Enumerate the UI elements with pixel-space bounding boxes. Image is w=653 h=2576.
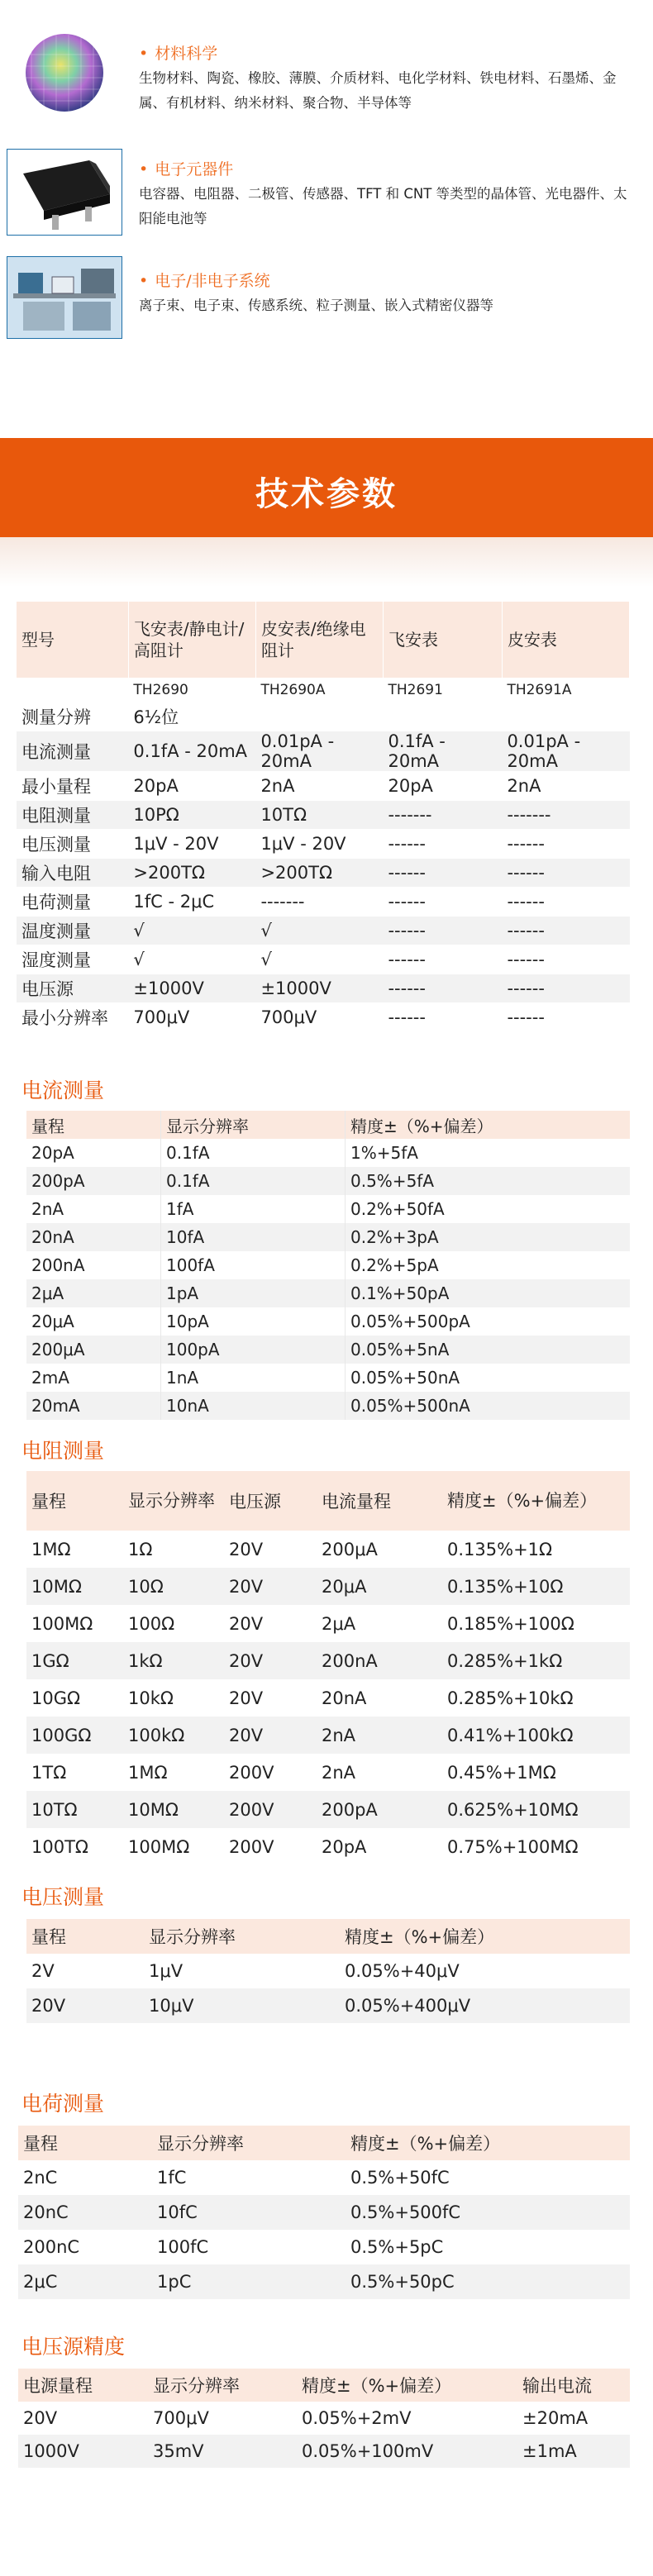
spec-header-cell: 皮安表 [502,602,629,679]
table-cell: 10PΩ [128,801,255,830]
application-title-text: 电子/非电子系统 [155,272,270,290]
table-cell: √ [255,945,383,974]
table-row [26,1307,630,1336]
table-row [18,2160,630,2195]
table-row [26,1642,630,1679]
current-table [26,1111,630,1420]
table-cell: ------- [383,801,502,830]
table-cell: 20V [229,1688,264,1708]
table-cell: 测量分辨 [17,702,128,731]
table-row [26,1195,630,1223]
table-row [26,1717,630,1754]
table-cell: 湿度测量 [17,945,128,974]
table-cell: 0.1fA [161,1167,346,1195]
table-cell: 1kΩ [123,1642,224,1679]
table-cell: 100MΩ [31,1613,93,1634]
table-cell: 100GΩ [26,1717,123,1754]
table-header-cell: 精度±（%+偏差） [297,2369,517,2402]
table-cell: ±1000V [255,974,383,1003]
section-banner [0,438,653,537]
table-cell: √ [128,945,255,974]
table-header-row [26,1919,630,1954]
table-cell: 2mA [26,1364,161,1392]
table-row [18,2195,630,2230]
table-cell: 20V [224,1717,317,1754]
table-row [17,888,630,917]
application-title [139,269,270,291]
table-cell: 0.135%+10Ω [442,1568,630,1605]
table-cell: 1fC [157,2168,187,2188]
table-header-cell: 电流量程 [317,1471,442,1531]
table-cell: 温度测量 [17,917,128,945]
table-cell: ------ [383,917,502,945]
table-cell: 电荷测量 [17,888,128,917]
application-desc: 离子束、电子束、传感系统、粒子测量、嵌入式精密仪器等 [139,298,493,313]
table-header-cell: 量程 [26,1111,161,1139]
table-row [17,917,630,945]
table-row [26,1568,630,1605]
table-cell: 0.285%+10kΩ [447,1688,574,1708]
spec-header-cell: 飞安表 [383,602,502,679]
table-cell: 0.01pA - 20mA [255,731,383,772]
table-cell: 20nC [18,2195,152,2230]
table-cell: >200TΩ [255,859,383,888]
application-title [139,157,233,179]
table-cell: 0.2%+50fA [350,1199,445,1219]
table-cell: 20V [229,1613,264,1634]
table-cell: 100fC [157,2237,209,2257]
table-row [26,1828,630,1865]
table-cell: 1000V [18,2435,148,2468]
spec-body [17,702,630,1032]
application-materials [0,0,653,140]
table-cell: 0.05%+50nA [350,1368,460,1388]
table-cell: 2nA [502,772,629,801]
table-cell: ------ [502,859,629,888]
table-cell: 0.45%+1MΩ [447,1762,556,1783]
table-cell: 1GΩ [26,1642,123,1679]
table-cell: 2μA [322,1613,356,1634]
spec-header-cell: 型号 [17,602,128,679]
table-row [17,974,630,1003]
table-cell: 10Ω [123,1568,224,1605]
table-row [26,1364,630,1392]
table-row [26,1531,630,1568]
section-title: 电压源精度 [21,2335,126,2359]
section-title: 电荷测量 [21,2092,105,2116]
table-row [17,702,630,731]
table-cell: 1MΩ [31,1539,71,1559]
table-cell: 输入电阻 [17,859,128,888]
application-desc: 电容器、电阻器、二极管、传感器、TFT 和 CNT 等类型的晶体管、光电器件、太阳能电池等 [139,186,627,226]
table-row [26,1605,630,1642]
bullet: • [139,272,149,290]
table-cell: ------ [383,945,502,974]
table-row [26,1279,630,1307]
table-cell: 6½位 [128,702,629,731]
table-header-cell: 量程 [26,1471,123,1531]
table-cell: 100TΩ [31,1836,88,1857]
table-cell: 20nA [322,1688,367,1708]
table-cell: √ [255,917,383,945]
table-cell: 200nA [317,1642,442,1679]
table-cell: 0.5%+5fA [346,1167,631,1195]
table-cell: 1μV [149,1961,184,1981]
table-header-cell: 精度±（%+偏差） [442,1471,630,1531]
table-cell: 20V [224,1642,317,1679]
table-cell: 700μV [255,1003,383,1032]
spec-model-cell: TH2690A [255,679,383,702]
table-cell: 0.2%+5pA [350,1255,439,1275]
bullet: • [139,45,149,63]
table-cell: 10MΩ [123,1791,224,1828]
table-header-cell: 显示分辨率 [123,1471,224,1531]
table-cell: 0.5%+500fC [346,2195,630,2230]
spec-model-row [17,679,630,702]
table-cell: 电流测量 [17,731,128,772]
application-desc: 生物材料、陶瓷、橡胶、薄膜、介质材料、电化学材料、铁电材料、石墨烯、金属、有机材料、纳米材料、聚合物、半导体等 [139,70,617,111]
table-cell: 700μV [153,2408,209,2428]
table-row [26,1791,630,1828]
table-row [18,2402,630,2435]
table-cell: 200μA [322,1539,378,1559]
table-row [26,1392,630,1420]
table-row [26,1988,630,2023]
spec-header-cell: 飞安表/静电计/高阻计 [128,602,255,679]
table-header-cell: 输出电流 [517,2369,630,2402]
table-cell: 0.5%+5pC [350,2237,444,2257]
bullet: • [139,160,149,179]
table-row [18,2264,630,2299]
application-components [0,140,653,252]
charge-body [18,2160,630,2299]
table-cell: 100pA [161,1336,346,1364]
resistance-table [26,1471,630,1865]
table-cell: 0.1fA - 20mA [383,731,502,772]
table-row [17,772,630,801]
table-header-row [26,1111,630,1139]
table-cell: 2V [31,1961,55,1981]
table-header-cell: 电压源 [224,1471,317,1531]
table-row [26,1223,630,1251]
table-cell: 10nA [161,1392,346,1420]
table-cell: 1nA [161,1364,346,1392]
table-cell: ±20mA [522,2408,589,2428]
table-cell: 10TΩ [255,801,383,830]
table-cell: 2μA [26,1279,161,1307]
table-cell: ------ [502,945,629,974]
table-cell: 1pA [161,1279,346,1307]
table-cell: 0.75%+100MΩ [447,1836,579,1857]
table-cell: 2nC [23,2168,58,2188]
table-row [26,1954,630,1988]
table-cell: 10μV [144,1988,340,2023]
table-cell: 100fA [161,1251,346,1279]
table-cell: 200nC [23,2237,80,2257]
table-header-cell: 量程 [26,1919,144,1954]
table-cell: 0.05%+500nA [346,1392,631,1420]
table-cell: 0.185%+100Ω [447,1613,574,1634]
application-title [139,41,217,64]
table-cell: 1μV - 20V [255,830,383,859]
table-cell: 0.05%+40μV [345,1961,460,1981]
table-cell: 最小分辨率 [17,1003,128,1032]
table-cell: 0.41%+100kΩ [442,1717,630,1754]
table-cell: 0.1%+50pA [346,1279,631,1307]
table-cell: ------ [502,830,629,859]
table-header-cell: 显示分辨率 [152,2126,346,2160]
table-cell: 电压测量 [17,830,128,859]
table-cell: 电阻测量 [17,801,128,830]
table-cell: 0.5%+50fC [350,2168,450,2188]
table-cell: ------ [383,859,502,888]
table-cell: 20V [23,2408,58,2428]
table-header-cell: 显示分辨率 [161,1111,346,1139]
table-row [26,1251,630,1279]
table-row [17,731,630,772]
source-body [18,2402,630,2468]
table-header-row [18,2126,630,2160]
table-cell: 20pA [26,1139,161,1167]
table-cell: 0.2%+3pA [346,1223,631,1251]
table-cell: >200TΩ [128,859,255,888]
table-cell: 1fC - 2μC [128,888,255,917]
table-cell: 0.135%+1Ω [447,1539,553,1559]
table-cell: 20mA [26,1392,161,1420]
spec-model-cell: TH2690 [128,679,255,702]
table-row [18,2230,630,2264]
table-header-row [26,1471,630,1531]
table-cell: 0.05%+5nA [346,1336,631,1364]
table-row [17,801,630,830]
table-cell: 200nA [26,1251,161,1279]
table-header-cell: 精度±（%+偏差） [346,1111,631,1139]
component-image [7,149,122,236]
table-cell: 0.625%+10MΩ [442,1791,630,1828]
table-header-cell: 电源量程 [18,2369,148,2402]
source-table [18,2369,630,2468]
table-header-cell: 量程 [18,2126,152,2160]
application-title-text: 电子元器件 [155,160,234,179]
table-cell: ------ [502,917,629,945]
table-row [17,945,630,974]
banner-title: 技术参数 [255,475,398,513]
voltage-body [26,1954,630,2023]
table-cell: 0.05%+400μV [340,1988,630,2023]
table-cell: 0.1fA [161,1139,346,1167]
table-cell: 0.05%+2mV [302,2408,412,2428]
lab-image [7,256,122,339]
voltage-table [26,1919,630,2023]
table-cell: 20V [26,1988,144,2023]
table-cell: 200μA [26,1336,161,1364]
application-systems [0,252,653,351]
spec-model-cell: TH2691 [383,679,502,702]
table-row [26,1754,630,1791]
table-cell: 0.05%+500pA [350,1312,470,1331]
table-cell: ±1000V [128,974,255,1003]
section-title: 电压测量 [21,1885,105,1909]
table-row [26,1139,630,1167]
table-cell: 10fA [161,1223,346,1251]
table-cell: ------ [383,830,502,859]
table-cell: 1fA [161,1195,346,1223]
table-header-row [18,2369,630,2402]
table-cell: 100MΩ [128,1836,190,1857]
table-cell: 最小量程 [17,772,128,801]
table-cell: 20V [224,1568,317,1605]
table-cell: 2nA [255,772,383,801]
table-cell: 100Ω [128,1613,175,1634]
table-cell: 10MΩ [26,1568,123,1605]
table-header-cell: 显示分辨率 [148,2369,297,2402]
table-cell: 200V [224,1791,317,1828]
table-row [18,2435,630,2468]
table-cell: 200pA [26,1167,161,1195]
table-cell: 1μV - 20V [128,830,255,859]
table-cell: 10GΩ [31,1688,81,1708]
table-header-cell: 显示分辨率 [144,1919,340,1954]
table-cell: 20V [229,1539,264,1559]
table-cell: 0.01pA - 20mA [502,731,629,772]
table-cell: 2nA [317,1717,442,1754]
table-cell: 10pA [161,1307,346,1336]
table-cell: 20μA [26,1307,161,1336]
table-cell: 0.285%+1kΩ [442,1642,630,1679]
table-row [26,1336,630,1364]
table-cell: 0.1fA - 20mA [128,731,255,772]
charge-table [18,2126,630,2299]
current-body [26,1139,630,1420]
table-cell: 35mV [148,2435,297,2468]
section-title: 电流测量 [21,1078,105,1102]
table-cell: 200V [229,1836,274,1857]
table-row [17,1003,630,1032]
spec-header-row [17,602,630,679]
table-cell: 20nA [26,1223,161,1251]
table-cell: 2nA [322,1762,356,1783]
table-cell: ------ [502,974,629,1003]
table-cell: 电压源 [17,974,128,1003]
table-cell: 20μA [317,1568,442,1605]
table-header-cell: 精度±（%+偏差） [346,2126,630,2160]
table-cell: 10kΩ [128,1688,174,1708]
table-cell: 1TΩ [31,1762,67,1783]
table-cell: 1%+5fA [350,1143,418,1163]
resistance-body [26,1531,630,1865]
table-cell: 2μC [18,2264,152,2299]
table-cell: 2nA [26,1195,161,1223]
table-row [26,1167,630,1195]
spec-model-cell [17,679,128,702]
spec-table [17,602,630,1032]
table-cell: ------ [383,888,502,917]
banner-shadow [0,537,653,587]
table-cell: √ [128,917,255,945]
table-cell: ------ [383,974,502,1003]
spec-model-cell: TH2691A [502,679,629,702]
table-cell: 10fC [152,2195,346,2230]
application-title-text: 材料科学 [155,45,218,63]
table-cell: 1Ω [128,1539,153,1559]
table-row [26,1679,630,1717]
table-row [17,859,630,888]
table-cell: ------- [255,888,383,917]
section-title: 电阻测量 [21,1439,105,1463]
table-cell: 0.5%+50pC [346,2264,630,2299]
table-cell: 200V [229,1762,274,1783]
table-cell: 1MΩ [128,1762,168,1783]
table-cell: 200pA [317,1791,442,1828]
table-cell: 20pA [128,772,255,801]
table-cell: 0.05%+100mV [297,2435,517,2468]
table-cell: ------ [502,1003,629,1032]
spec-header-cell: 皮安表/绝缘电阻计 [255,602,383,679]
table-cell: ------ [502,888,629,917]
table-cell: 20pA [322,1836,367,1857]
table-cell: 20pA [383,772,502,801]
table-cell: 700μV [128,1003,255,1032]
wafer-image [7,31,122,114]
table-cell: ±1mA [517,2435,630,2468]
table-cell: ------- [502,801,629,830]
table-row [17,830,630,859]
table-cell: ------ [383,1003,502,1032]
table-cell: 1pC [152,2264,346,2299]
table-cell: 100kΩ [123,1717,224,1754]
table-cell: 10TΩ [26,1791,123,1828]
table-header-cell: 精度±（%+偏差） [340,1919,630,1954]
